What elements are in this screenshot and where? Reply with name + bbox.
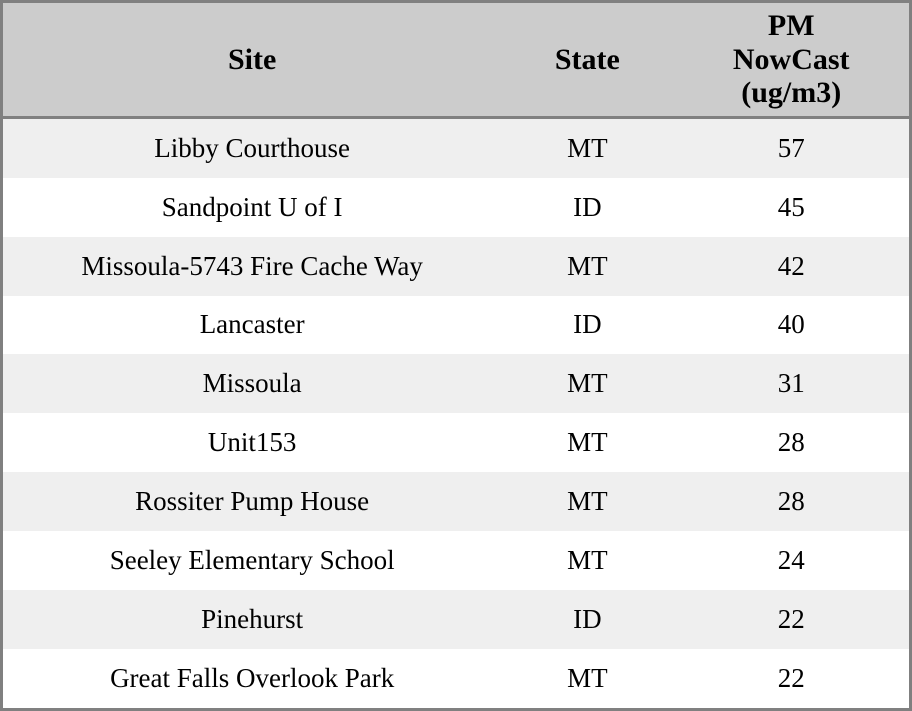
cell-site: Seeley Elementary School [3, 531, 501, 590]
table-row [3, 472, 909, 531]
table-body [3, 117, 909, 708]
table-header [3, 3, 909, 117]
column-header-pm-nowcast-line-2: NowCast [732, 42, 850, 76]
table-header-row [3, 3, 909, 117]
cell-value: 28 [673, 472, 909, 531]
cell-site: Rossiter Pump House [3, 472, 501, 531]
cell-value: 57 [673, 117, 909, 177]
table-row [3, 178, 909, 237]
column-header-site-line-1: Site [227, 42, 277, 76]
cell-state: MT [501, 472, 673, 531]
air-quality-table [3, 3, 909, 708]
cell-value: 28 [673, 413, 909, 472]
cell-value: 40 [673, 296, 909, 355]
table-row [3, 413, 909, 472]
cell-site: Missoula [3, 354, 501, 413]
cell-state: MT [501, 531, 673, 590]
cell-state: MT [501, 354, 673, 413]
table-row [3, 117, 909, 177]
cell-state: MT [501, 413, 673, 472]
cell-site: Great Falls Overlook Park [3, 649, 501, 708]
cell-value: 42 [673, 237, 909, 296]
cell-state: ID [501, 590, 673, 649]
cell-state: ID [501, 296, 673, 355]
table-row [3, 237, 909, 296]
column-header-pm-nowcast-line-1: PM [767, 9, 815, 42]
column-header-pm-nowcast-line-3: (ug/m3) [741, 76, 842, 110]
column-header-state [501, 3, 673, 117]
table-row [3, 649, 909, 708]
cell-site: Lancaster [3, 296, 501, 355]
cell-value: 22 [673, 590, 909, 649]
column-header-site [3, 3, 501, 117]
cell-value: 24 [673, 531, 909, 590]
cell-state: MT [501, 117, 673, 177]
cell-site: Sandpoint U of I [3, 178, 501, 237]
column-header-state-line-1: State [554, 42, 620, 76]
table-row [3, 531, 909, 590]
cell-state: MT [501, 237, 673, 296]
column-header-pm-nowcast [673, 3, 909, 117]
cell-site: Pinehurst [3, 590, 501, 649]
cell-value: 31 [673, 354, 909, 413]
cell-site: Missoula-5743 Fire Cache Way [3, 237, 501, 296]
table-row [3, 354, 909, 413]
cell-site: Unit153 [3, 413, 501, 472]
cell-state: ID [501, 178, 673, 237]
table-row [3, 296, 909, 355]
cell-state: MT [501, 649, 673, 708]
table-row [3, 590, 909, 649]
cell-site: Libby Courthouse [3, 117, 501, 177]
cell-value: 22 [673, 649, 909, 708]
cell-value: 45 [673, 178, 909, 237]
